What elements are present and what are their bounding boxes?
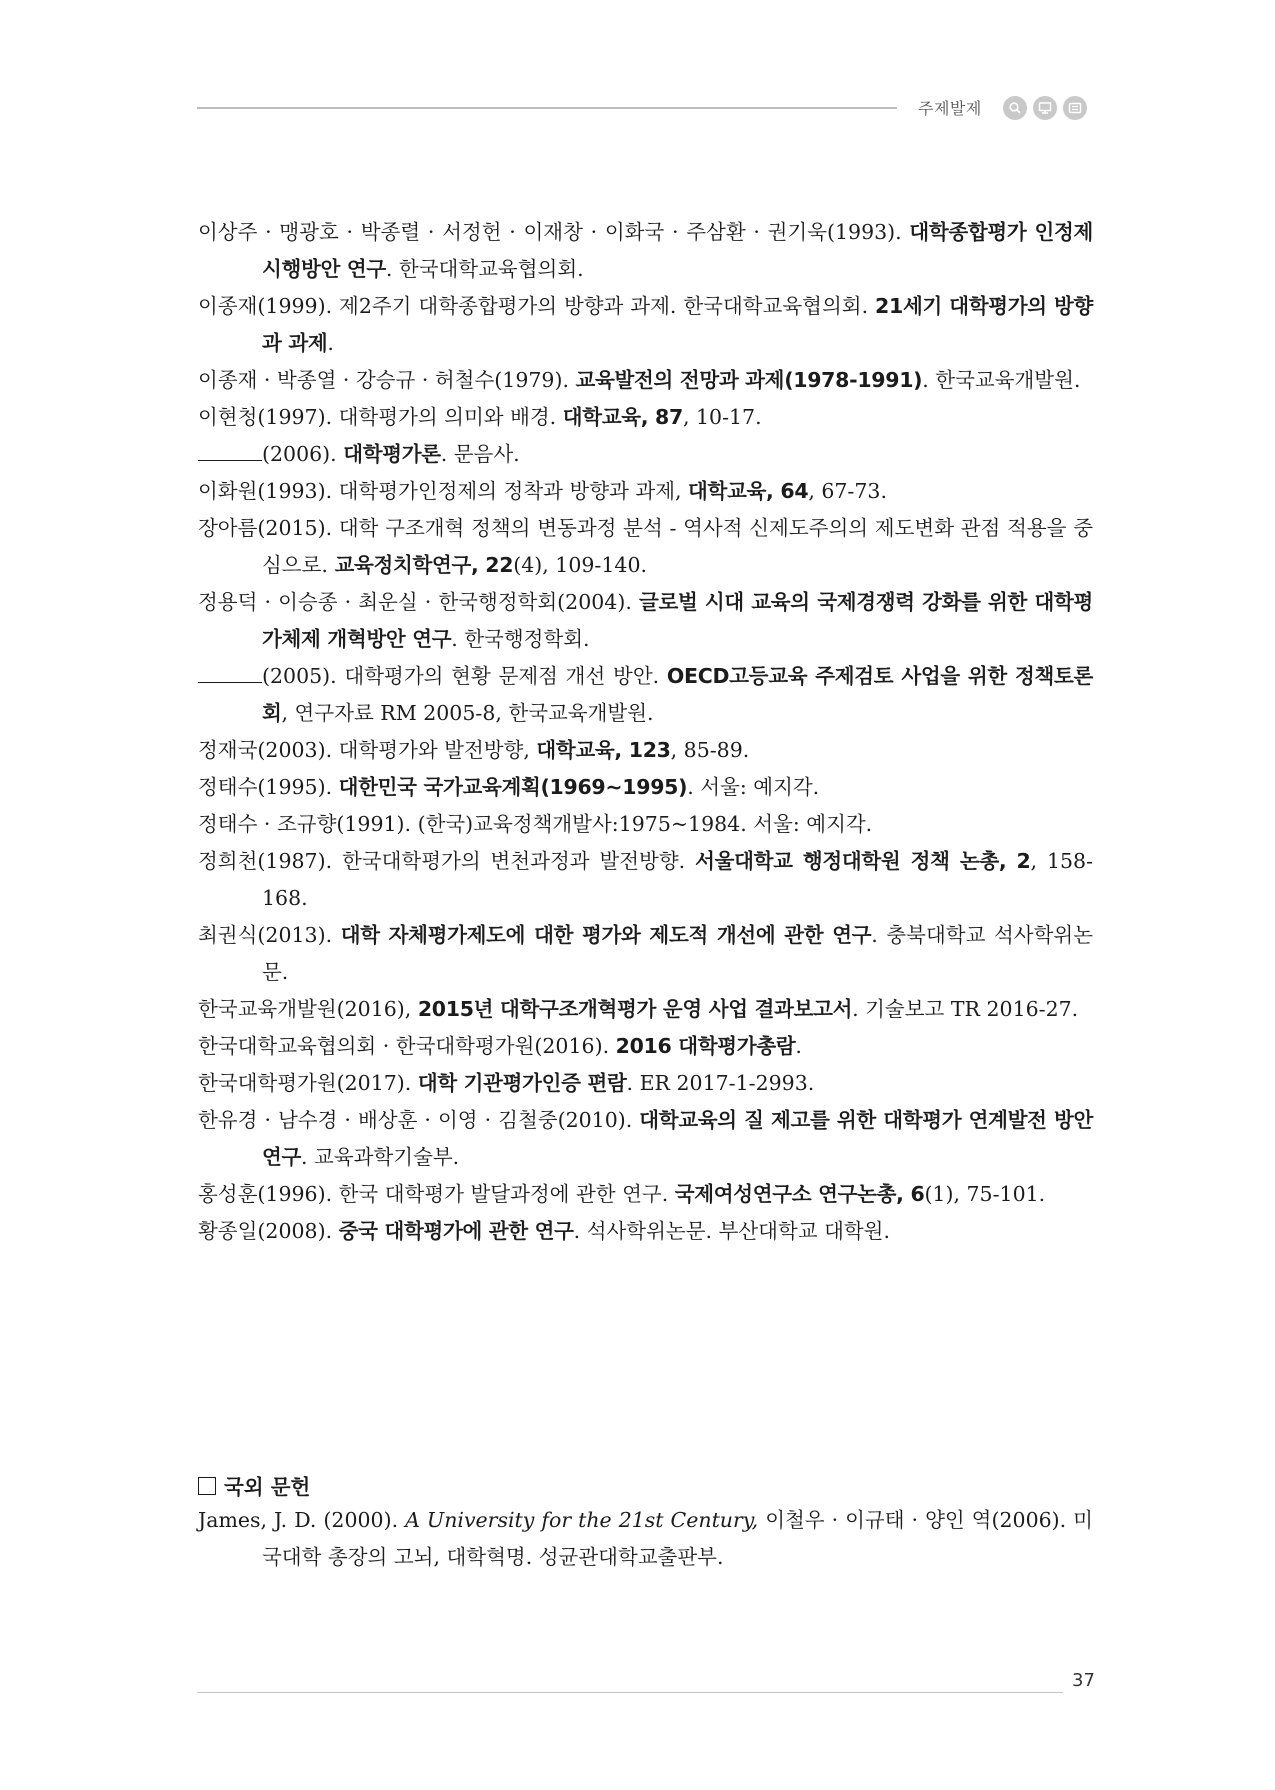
reference-source-text: .	[795, 1034, 802, 1058]
reference-title: 교육정치학연구, 22	[334, 553, 514, 577]
reference-author-text: (2006).	[262, 442, 344, 466]
reference-entry	[198, 399, 1093, 436]
reference-title: 대학평가론	[343, 442, 441, 466]
reference-title: 대학교육, 64	[688, 479, 809, 503]
reference-author-text: 정태수(1995).	[198, 775, 339, 799]
reference-author-text: 이종재(1999). 제2주기 대학종합평가의 방향과 과제. 한국대학교육협의회.	[198, 294, 876, 318]
reference-title: 중국 대학평가에 관한 연구	[338, 1219, 574, 1243]
reference-source-text: . 기술보고 TR 2016-27.	[852, 997, 1079, 1021]
reference-author-text: 한유경 · 남수경 · 배상훈 · 이영 · 김철중(2010).	[198, 1108, 640, 1132]
reference-source-text: 이철우 · 이규태 · 양인 역(2006). 미국대학 총장의 고뇌, 대학혁명. 성균관대학교출판부.	[262, 1508, 1093, 1569]
reference-title: 국제여성연구소 연구논총, 6	[674, 1182, 925, 1206]
reference-author-text: 이현청(1997). 대학평가의 의미와 배경.	[198, 405, 563, 429]
reference-entry	[198, 991, 1093, 1028]
reference-author-text: 이종재 · 박종열 · 강승규 · 허철수(1979).	[198, 368, 576, 392]
reference-title: 서울대학교 행정대학원 정책 논총, 2	[695, 849, 1031, 873]
reference-author-text: 황종일(2008).	[198, 1219, 339, 1243]
reference-title: 대학종합평가 인정제 시행방안 연구	[262, 220, 1093, 281]
reference-title: 대학 기관평가인증 편람	[417, 1071, 627, 1095]
reference-list	[198, 214, 1093, 1250]
reference-author-text: 최권식(2013).	[198, 923, 341, 947]
reference-author-text: 한국교육개발원(2016),	[198, 997, 418, 1021]
reference-entry	[198, 769, 1093, 806]
reference-author-text: 정재국(2003). 대학평가와 발전방향,	[198, 738, 537, 762]
reference-entry	[198, 510, 1093, 584]
reference-title: 2015년 대학구조개혁평가 운영 사업 결과보고서	[417, 997, 853, 1021]
list-icon[interactable]	[1063, 96, 1087, 120]
reference-source-text: , 연구자료 RM 2005-8, 한국교육개발원.	[281, 701, 654, 725]
header-icons	[1003, 96, 1087, 120]
header-section-label: 주제발제	[918, 99, 982, 118]
reference-author-text: James, J. D. (2000).	[198, 1508, 406, 1532]
reference-entry	[198, 436, 1093, 473]
reference-source-text: . 한국행정학회.	[451, 627, 590, 651]
search-icon[interactable]	[1003, 96, 1027, 120]
reference-entry	[198, 1065, 1093, 1102]
reference-title: 교육발전의 전망과 과제(1978-1991)	[575, 368, 923, 392]
reference-title: 대학 자체평가제도에 대한 평가와 제도적 개선에 관한 연구	[340, 923, 872, 947]
reference-title: 대학교육의 질 제고를 위한 대학평가 연계발전 방안 연구	[262, 1108, 1093, 1169]
reference-entry	[198, 584, 1093, 658]
reference-source-text: , 10-17.	[682, 405, 762, 429]
ditto-underline	[198, 440, 262, 461]
header-rule	[197, 107, 897, 109]
reference-title: OECD고등교육 주제검토 사업을 위한 정책토론회	[262, 664, 1093, 725]
reference-source-text: , 85-89.	[670, 738, 750, 762]
reference-entry	[198, 288, 1093, 362]
reference-author-text: (2005). 대학평가의 현황 문제점 개선 방안.	[262, 664, 667, 688]
reference-entry	[198, 806, 1093, 843]
reference-entry	[198, 1213, 1093, 1250]
reference-source-text: (1), 75-101.	[924, 1182, 1046, 1206]
reference-source-text: . 충북대학교 석사학위논문.	[262, 923, 1094, 984]
reference-source-text: , 158-168.	[262, 849, 1093, 910]
reference-author-text: 정용덕 · 이승종 · 최운실 · 한국행정학회(2004).	[198, 590, 639, 614]
reference-entry	[198, 362, 1093, 399]
reference-entry	[198, 658, 1093, 732]
reference-source-text: . ER 2017-1-2993.	[626, 1071, 815, 1095]
reference-title: A University for the 21st Century,	[405, 1508, 759, 1532]
ditto-underline	[198, 662, 262, 683]
reference-entry	[198, 1176, 1093, 1213]
reference-source-text: (4), 109-140.	[513, 553, 648, 577]
reference-source-text: . 한국대학교육협의회.	[385, 257, 584, 281]
reference-author-text: 한국대학평가원(2017).	[198, 1071, 418, 1095]
reference-author-text: 한국대학교육협의회 · 한국대학평가원(2016).	[198, 1034, 616, 1058]
reference-source-text: . 한국교육개발원.	[922, 368, 1081, 392]
reference-entry	[198, 473, 1093, 510]
reference-author-text: 이화원(1993). 대학평가인정제의 정착과 방향과 과제,	[198, 479, 689, 503]
section-title: 국외 문헌	[198, 1470, 1093, 1500]
reference-entry	[198, 1502, 1093, 1576]
reference-entry	[198, 843, 1093, 917]
foreign-references-section	[198, 1470, 1093, 1576]
reference-entry	[198, 1102, 1093, 1176]
reference-author-text: 이상주 · 맹광호 · 박종렬 · 서정헌 · 이재창 · 이화국 · 주삼환 · 권기욱(1993).	[198, 220, 910, 244]
reference-entry	[198, 732, 1093, 769]
reference-source-text: . 석사학위논문. 부산대학교 대학원.	[573, 1219, 890, 1243]
page-number: 37	[1072, 1670, 1095, 1691]
reference-author-text: 홍성훈(1996). 한국 대학평가 발달과정에 관한 연구.	[198, 1182, 675, 1206]
reference-source-text: . 교육과학기술부.	[301, 1145, 460, 1169]
reference-source-text: . 서울: 예지각.	[687, 775, 820, 799]
reference-author-text: 정태수 · 조규향(1991). (한국)교육정책개발사:1975~1984. 서울: 예지각.	[198, 812, 873, 836]
reference-title: 대학교육, 87	[562, 405, 683, 429]
reference-entry	[198, 917, 1093, 991]
foreign-reference-list	[198, 1502, 1093, 1576]
reference-author-text: 정희천(1987). 한국대학평가의 변천과정과 발전방향.	[198, 849, 696, 873]
reference-title: 글로벌 시대 교육의 국제경쟁력 강화를 위한 대학평가체제 개혁방안 연구	[262, 590, 1093, 651]
reference-source-text: , 67-73.	[808, 479, 887, 503]
footer-rule	[197, 1692, 1063, 1693]
reference-entry	[198, 214, 1093, 288]
reference-title: 대학교육, 123	[536, 738, 671, 762]
reference-title: 21세기 대학평가의 방향과 과제	[262, 294, 1093, 355]
reference-author-text: 장아름(2015). 대학 구조개혁 정책의 변동과정 분석 - 역사적 신제도주의의 제도변화 관점 적용을 중심으로.	[198, 516, 1093, 577]
checkbox-square-icon	[198, 1477, 216, 1495]
monitor-icon[interactable]	[1033, 96, 1057, 120]
reference-source-text: . 문음사.	[440, 442, 520, 466]
reference-title: 대한민국 국가교육계획(1969∼1995)	[338, 775, 688, 799]
reference-entry	[198, 1028, 1093, 1065]
reference-title: 2016 대학평가총람	[615, 1034, 796, 1058]
reference-source-text: .	[327, 331, 334, 355]
